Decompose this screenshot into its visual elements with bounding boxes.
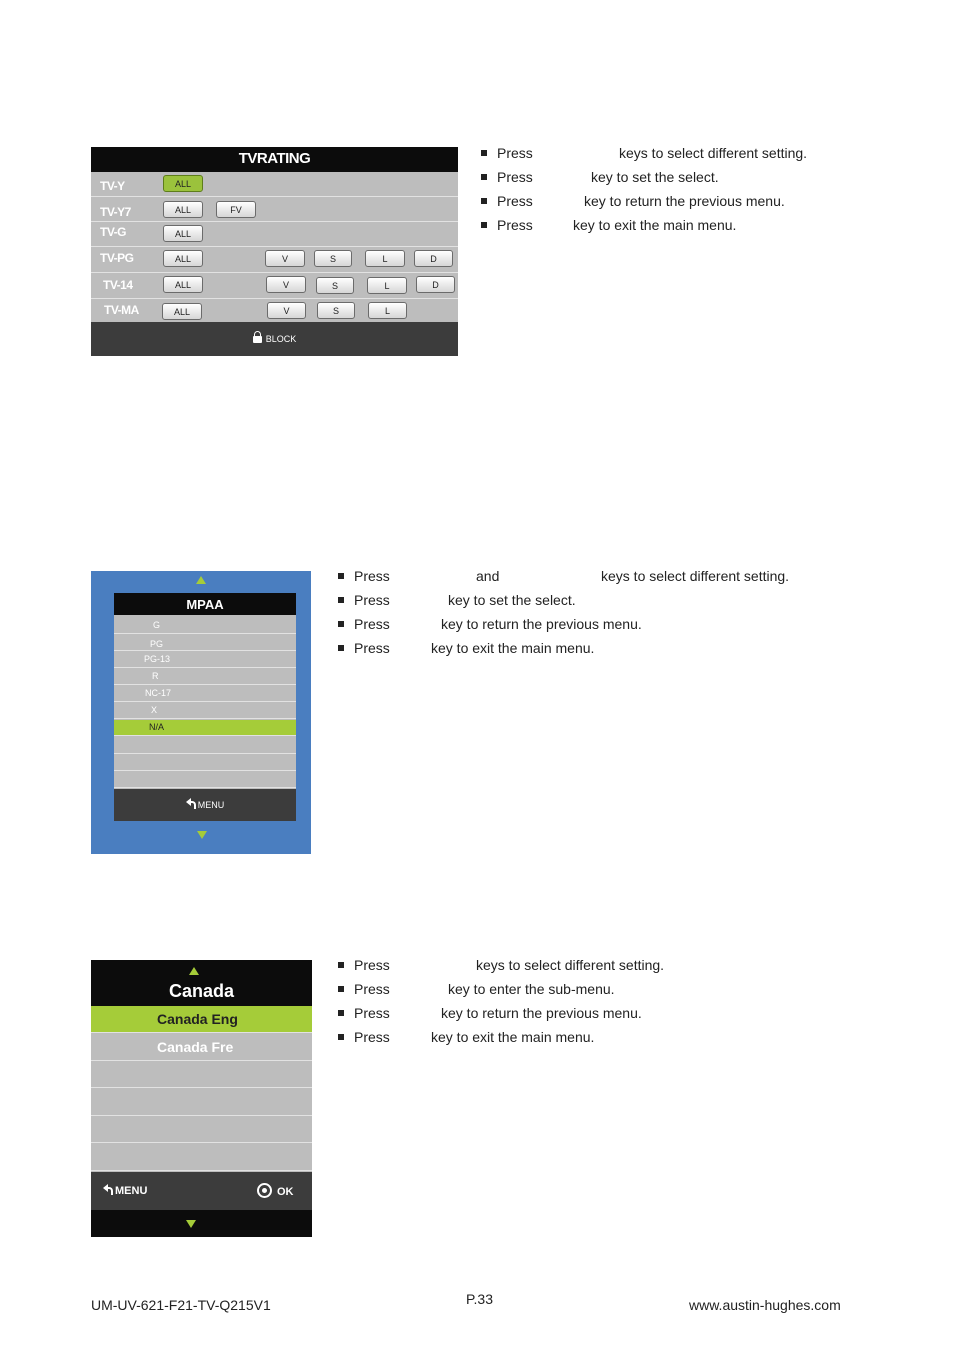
rating-row-tv-pg — [91, 247, 458, 273]
bullet-icon — [481, 174, 487, 180]
canada-item-fre[interactable]: Canada Fre — [91, 1034, 312, 1061]
bullet-icon — [338, 621, 344, 627]
mpaa-item-na[interactable]: N/A — [114, 720, 296, 736]
mpaa-item-nc-17[interactable]: NC-17 — [114, 686, 296, 702]
instruction-item — [481, 143, 881, 163]
instruction-text: keys to select different setting. — [601, 568, 790, 584]
instruction-text: keys to select different setting. — [619, 145, 808, 161]
rating-label: TV-Y7 — [100, 205, 131, 219]
canada-title: Canada — [168, 981, 235, 1001]
instructions-tv-rating — [481, 143, 881, 243]
mpaa-empty-row — [114, 737, 296, 754]
tv-14-s-button[interactable]: S — [316, 277, 354, 294]
bullet-icon — [338, 597, 344, 603]
instruction-item — [338, 955, 738, 975]
return-icon — [103, 1185, 113, 1195]
tv-14-v-button[interactable]: V — [266, 276, 306, 293]
bullet-icon — [338, 1034, 344, 1040]
rating-label: TV-MA — [104, 303, 139, 317]
ok-icon — [257, 1183, 272, 1198]
tv-ma-l-button[interactable]: L — [368, 302, 407, 319]
press-label: Press — [497, 169, 533, 185]
mpaa-empty-row — [114, 771, 296, 788]
tv-rating-menu — [91, 147, 458, 356]
tv-14-d-button[interactable]: D — [416, 276, 455, 293]
tv-y7-all-button[interactable]: ALL — [163, 201, 203, 218]
return-icon — [186, 799, 196, 809]
bullet-icon — [481, 222, 487, 228]
instruction-item — [338, 1003, 738, 1023]
rating-label: TV-PG — [100, 251, 134, 265]
instruction-text: key to exit the main menu. — [431, 1029, 595, 1045]
tv-pg-v-button[interactable]: V — [265, 250, 305, 267]
bullet-icon — [338, 573, 344, 579]
instruction-text: key to enter the sub-menu. — [448, 981, 615, 997]
ok-label: OK — [277, 1186, 294, 1198]
mpaa-item-g[interactable]: G — [114, 618, 296, 634]
website-link[interactable]: www.austin-hughes.com — [689, 1297, 841, 1313]
canada-empty-row — [91, 1116, 312, 1143]
press-label: Press — [354, 1029, 390, 1045]
mpaa-item-r[interactable]: R — [114, 669, 296, 685]
press-label: Press — [354, 640, 390, 656]
menu-hint[interactable] — [103, 1172, 147, 1210]
scroll-up-icon[interactable] — [196, 576, 206, 584]
block-footer — [91, 322, 458, 356]
mpaa-item-pg-13[interactable]: PG-13 — [114, 652, 296, 668]
rating-label: TV-Y — [100, 179, 125, 193]
press-label: Press — [354, 616, 390, 632]
ok-hint[interactable] — [257, 1173, 294, 1211]
bullet-icon — [338, 962, 344, 968]
tv-pg-l-button[interactable]: L — [365, 250, 405, 267]
instruction-text: keys to select different setting. — [476, 957, 665, 973]
instruction-text: key to exit the main menu. — [573, 217, 737, 233]
instruction-item — [338, 979, 738, 999]
document-id: UM-UV-621-F21-TV-Q215V1 — [91, 1297, 271, 1313]
mpaa-item-pg[interactable]: PG — [114, 635, 296, 651]
rating-label: TV-14 — [103, 278, 133, 292]
bullet-icon — [338, 645, 344, 651]
instruction-text: key to set the select. — [591, 169, 719, 185]
rating-row-tv-y — [91, 172, 458, 197]
tv-ma-v-button[interactable]: V — [267, 302, 306, 319]
canada-header — [91, 960, 312, 1006]
rating-label: TV-G — [100, 225, 127, 239]
tv-14-all-button[interactable]: ALL — [163, 276, 203, 293]
instruction-text: key to return the previous menu. — [441, 1005, 642, 1021]
press-label: Press — [354, 957, 390, 973]
tv-y7-fv-button[interactable]: FV — [216, 201, 256, 218]
tv-pg-s-button[interactable]: S — [314, 250, 352, 267]
rating-row-tv-y7 — [91, 197, 458, 222]
instruction-item — [338, 1027, 738, 1047]
bullet-icon — [481, 150, 487, 156]
scroll-up-icon[interactable] — [189, 967, 199, 975]
tv-14-l-button[interactable]: L — [367, 277, 407, 294]
menu-label: MENU — [197, 800, 225, 810]
tv-rating-title: TVRATING — [91, 147, 458, 172]
press-label: Press — [354, 568, 390, 584]
canada-empty-row — [91, 1089, 312, 1116]
instruction-text: key to return the previous menu. — [441, 616, 642, 632]
canada-menu — [91, 960, 312, 1237]
rating-row-tv-14 — [91, 273, 458, 299]
lock-icon — [253, 336, 262, 343]
scroll-down-icon[interactable] — [197, 831, 207, 839]
mpaa-list — [114, 593, 296, 821]
press-label: Press — [497, 217, 533, 233]
instruction-text: key to exit the main menu. — [431, 640, 595, 656]
instruction-item — [338, 614, 818, 634]
canada-item-eng[interactable]: Canada Eng — [91, 1006, 312, 1033]
tv-pg-all-button[interactable]: ALL — [163, 250, 203, 267]
canada-empty-row — [91, 1061, 312, 1088]
block-label: BLOCK — [265, 334, 297, 344]
canada-empty-row — [91, 1144, 312, 1171]
instruction-item — [481, 167, 881, 187]
tv-ma-all-button[interactable]: ALL — [162, 303, 202, 320]
menu-label: MENU — [115, 1185, 148, 1197]
rating-row-tv-g — [91, 222, 458, 247]
instruction-text: key to set the select. — [448, 592, 576, 608]
scroll-down-icon[interactable] — [186, 1220, 196, 1228]
instruction-item — [338, 566, 818, 586]
press-label: Press — [354, 1005, 390, 1021]
and-label: and — [476, 568, 500, 584]
canada-footer — [91, 1172, 312, 1210]
tv-y-all-button[interactable]: ALL — [163, 175, 203, 192]
instructions-canada — [338, 955, 738, 1055]
instruction-item — [481, 215, 881, 235]
mpaa-menu — [91, 571, 311, 854]
bullet-icon — [338, 1010, 344, 1016]
page-number: P.33 — [466, 1291, 493, 1307]
tv-pg-d-button[interactable]: D — [414, 250, 453, 267]
instruction-item — [481, 191, 881, 211]
mpaa-item-x[interactable]: X — [114, 703, 296, 719]
press-label: Press — [497, 193, 533, 209]
instruction-item — [338, 638, 818, 658]
instruction-item — [338, 590, 818, 610]
press-label: Press — [497, 145, 533, 161]
rating-row-tv-ma — [91, 299, 458, 322]
mpaa-title: MPAA — [114, 593, 296, 615]
bullet-icon — [481, 198, 487, 204]
instruction-text: key to return the previous menu. — [584, 193, 785, 209]
menu-footer[interactable] — [114, 789, 296, 821]
instructions-mpaa — [338, 566, 818, 666]
bullet-icon — [338, 986, 344, 992]
tv-g-all-button[interactable]: ALL — [163, 225, 203, 242]
mpaa-empty-row — [114, 754, 296, 771]
canada-bottom-bar — [91, 1210, 312, 1237]
press-label: Press — [354, 981, 390, 997]
press-label: Press — [354, 592, 390, 608]
tv-ma-s-button[interactable]: S — [317, 302, 355, 319]
